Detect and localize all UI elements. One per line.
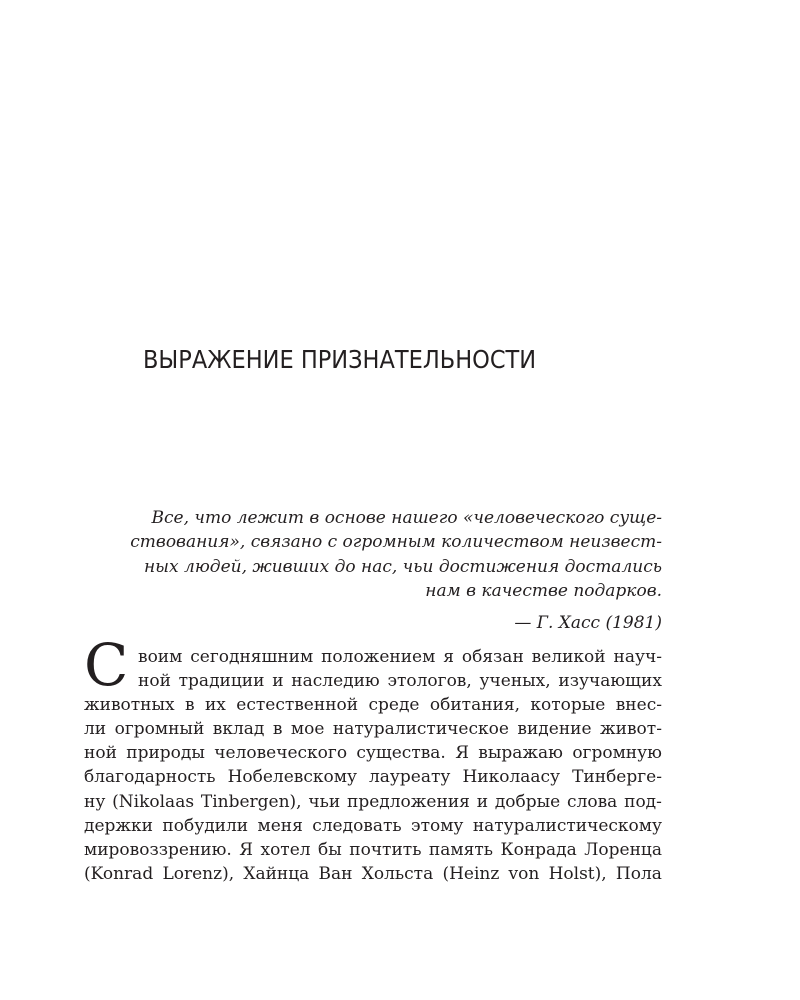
body-word: Тинберге- <box>572 767 662 788</box>
drop-cap: С <box>84 631 129 699</box>
body-word: мировоззрению. <box>84 839 232 860</box>
body-word: натуралистическое <box>332 719 509 740</box>
body-word: этому <box>411 815 464 836</box>
body-word: добрые <box>494 791 561 812</box>
body-word: положением <box>321 647 436 667</box>
body-word: науч- <box>613 647 662 667</box>
body-word: Николаасу <box>462 767 561 788</box>
epigraph <box>120 506 662 635</box>
body-word: внес- <box>615 695 662 716</box>
body-word: ли <box>84 719 107 740</box>
epigraph-line: ных людей, живших до нас, чьи достижения достались <box>143 556 662 577</box>
body-word: почтить <box>349 839 422 860</box>
body-word: традиции <box>178 671 265 692</box>
body-line <box>84 814 662 838</box>
epigraph-line: ствования», связано с огромным количеством неизвест- <box>130 532 662 553</box>
body-line <box>84 669 662 693</box>
body-word: ной <box>138 671 171 692</box>
body-word: Я <box>239 839 254 860</box>
body-word: Хайнца <box>243 863 310 884</box>
body-word: огромный <box>114 719 205 740</box>
body-word: von <box>508 863 540 884</box>
body-word: Лоренца <box>584 839 662 860</box>
epigraph-line: Все, что лежит в основе нашего «человеческого суще- <box>151 508 662 528</box>
body-word: обитания, <box>429 695 520 716</box>
body-word: существа. <box>356 743 446 764</box>
body-line <box>84 645 662 669</box>
body-word: (Heinz <box>442 863 500 884</box>
body-word: этологов, <box>387 671 472 692</box>
body-word: побудили <box>162 815 249 836</box>
body-word: обязан <box>461 647 524 667</box>
body-word: я <box>443 647 454 667</box>
body-word: лауреату <box>368 767 451 788</box>
body-line <box>84 717 662 741</box>
body-word: животных <box>84 695 175 716</box>
body-word: меня <box>257 815 303 836</box>
body-word: и <box>476 791 489 812</box>
body-word: Holst), <box>548 863 607 884</box>
body-word: в <box>185 695 195 716</box>
body-word: чьи <box>308 791 341 812</box>
body-word: память <box>428 839 493 860</box>
body-word: держки <box>84 815 154 836</box>
body-word: мое <box>290 719 325 740</box>
body-word: Я <box>455 743 469 764</box>
body-word: сегодняшним <box>190 647 314 667</box>
body-line <box>84 765 662 789</box>
body-word: благодарность <box>84 767 216 788</box>
body-line <box>84 862 662 886</box>
body-word: воим <box>138 647 183 667</box>
body-line <box>84 790 662 814</box>
body-word: Нобелевскому <box>227 767 357 788</box>
body-line <box>84 741 662 765</box>
body-word: среде <box>368 695 420 716</box>
body-word: слова <box>567 791 618 812</box>
body-word: естественной <box>236 695 359 716</box>
body-word: вклад <box>212 719 265 740</box>
epigraph-line: нам в качестве подарков. <box>425 580 662 601</box>
body-line <box>84 693 662 717</box>
body-word: (Konrad <box>84 863 154 884</box>
body-word: следовать <box>312 815 402 836</box>
body-word: Tinbergen), <box>200 791 302 812</box>
body-word: ученых, <box>479 671 551 692</box>
body-word: хотел <box>260 839 311 860</box>
body-word: ну <box>84 791 106 812</box>
body-paragraph <box>84 645 662 886</box>
body-word: бы <box>318 839 342 860</box>
body-word: изучающих <box>558 671 662 692</box>
body-word: огромную <box>572 743 662 764</box>
body-word: (Nikolaas <box>112 791 195 812</box>
body-word: природы <box>126 743 205 764</box>
body-word: натуралистическому <box>472 815 662 836</box>
body-word: Пола <box>615 863 662 884</box>
body-word: видение <box>517 719 592 740</box>
body-word: Ван <box>318 863 353 884</box>
body-word: ной <box>84 743 117 764</box>
body-word: в <box>272 719 283 740</box>
body-word: предложения <box>347 791 470 812</box>
body-word: наследию <box>291 671 380 692</box>
body-word: человеческого <box>214 743 348 764</box>
body-word: под- <box>624 791 662 812</box>
epigraph-attribution: — Г. Хасс (1981) <box>514 613 662 634</box>
body-word: и <box>272 671 284 692</box>
body-word: Конрада <box>500 839 577 860</box>
body-word: которые <box>530 695 606 716</box>
body-word: выражаю <box>478 743 563 764</box>
body-word: великой <box>531 647 606 667</box>
body-word: живот- <box>600 719 662 740</box>
chapter-title: ВЫРАЖЕНИЕ ПРИЗНАТЕЛЬНОСТИ <box>143 345 537 374</box>
body-word: их <box>204 695 226 716</box>
body-word: Хольста <box>361 863 434 884</box>
body-word: Lorenz), <box>162 863 235 884</box>
body-line <box>84 838 662 862</box>
